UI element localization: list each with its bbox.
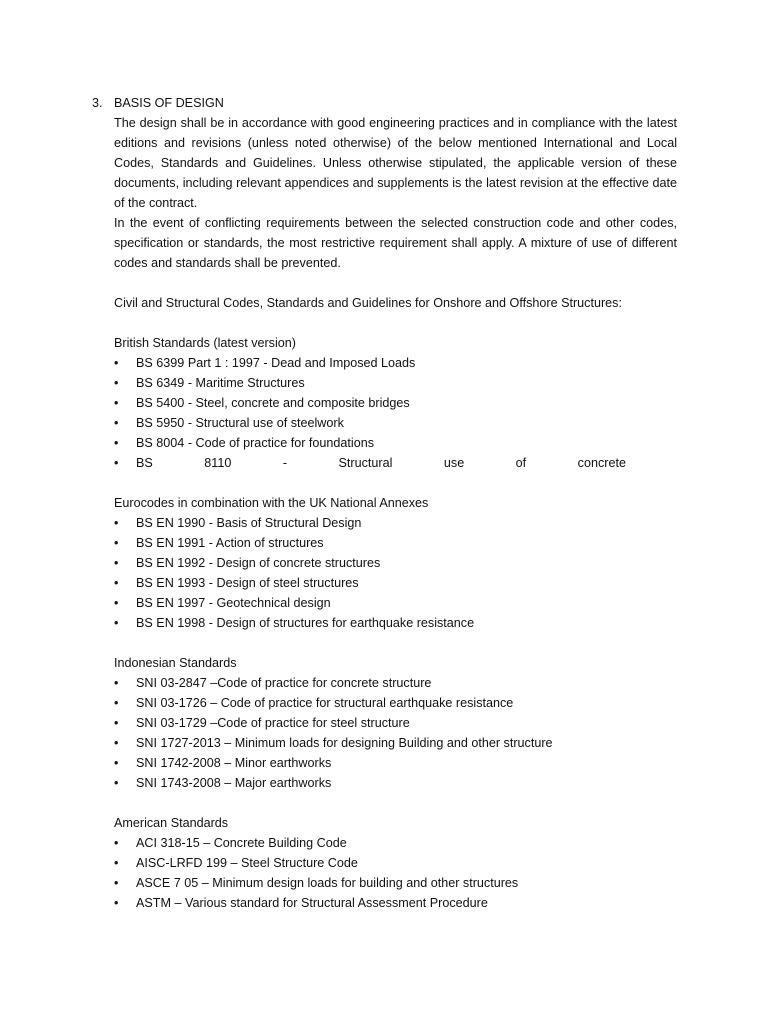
- bullet-icon: •: [114, 836, 119, 850]
- list-item: • SNI 03-1726 – Code of practice for structural earthquake resistance: [114, 693, 677, 713]
- list-item: • BS 6399 Part 1 : 1997 - Dead and Imposed Loads: [114, 353, 677, 373]
- bullet-icon: •: [114, 596, 119, 610]
- codes-intro: Civil and Structural Codes, Standards and Guidelines for Onshore and Offshore Structures:: [114, 296, 622, 310]
- american-standards-title: American Standards: [114, 816, 229, 830]
- list-item: • BS 5950 - Structural use of steelwork: [114, 413, 677, 433]
- eurocodes-list: [114, 513, 677, 633]
- section-title: BASIS OF DESIGN: [114, 96, 224, 110]
- bullet-icon: •: [114, 416, 119, 430]
- american-standards-list: [114, 833, 677, 913]
- list-item: • SNI 1743-2008 – Major earthworks: [114, 773, 677, 793]
- bullet-icon: •: [114, 676, 119, 690]
- list-item: • SNI 03-2847 –Code of practice for concrete structure: [114, 673, 677, 693]
- list-item: • BS EN 1992 - Design of concrete structures: [114, 553, 677, 573]
- bullet-icon: •: [114, 376, 119, 390]
- list-item: • SNI 1727-2013 – Minimum loads for designing Building and other structure: [114, 733, 677, 753]
- list-item: • BS 6349 - Maritime Structures: [114, 373, 677, 393]
- list-item: • BS EN 1990 - Basis of Structural Design: [114, 513, 677, 533]
- bullet-icon: •: [114, 696, 119, 710]
- bullet-icon: •: [114, 856, 119, 870]
- bullet-icon: •: [114, 616, 119, 630]
- list-item: • SNI 1742-2008 – Minor earthworks: [114, 753, 677, 773]
- bullet-icon: •: [114, 896, 119, 910]
- bullet-icon: •: [114, 536, 119, 550]
- list-item: • AISC-LRFD 199 – Steel Structure Code: [114, 853, 677, 873]
- bullet-icon: •: [114, 396, 119, 410]
- bullet-icon: •: [114, 356, 119, 370]
- british-standards-title: British Standards (latest version): [114, 336, 296, 350]
- bullet-icon: •: [114, 756, 119, 770]
- section-body: [114, 113, 677, 913]
- bullet-icon: •: [114, 736, 119, 750]
- section-heading: [92, 93, 224, 113]
- paragraph-design-compliance: The design shall be in accordance with good engineering practices and in compliance with the latest editions and revisions (unless noted otherwise) of the below mentioned International and Local Codes, Standards and Guidelines. Unless otherwise stipulated, the applicable version of these documents, including relevant appendices and supplements is the latest revision at the effective date of the contract.: [114, 116, 677, 210]
- bullet-icon: •: [114, 576, 119, 590]
- bullet-icon: •: [114, 776, 119, 790]
- list-item: • BS EN 1997 - Geotechnical design: [114, 593, 677, 613]
- bullet-icon: •: [114, 716, 119, 730]
- indonesian-standards-list: [114, 673, 677, 793]
- eurocodes-title: Eurocodes in combination with the UK National Annexes: [114, 496, 429, 510]
- list-item: • SNI 03-1729 –Code of practice for steel structure: [114, 713, 677, 733]
- list-item: • BS EN 1991 - Action of structures: [114, 533, 677, 553]
- indonesian-standards-title: Indonesian Standards: [114, 656, 237, 670]
- bullet-icon: •: [114, 456, 119, 470]
- bullet-icon: •: [114, 516, 119, 530]
- list-item-justified: [114, 453, 677, 473]
- list-item: • ASCE 7 05 – Minimum design loads for building and other structures: [114, 873, 677, 893]
- bullet-icon: •: [114, 556, 119, 570]
- list-item: • ASTM – Various standard for Structural Assessment Procedure: [114, 893, 677, 913]
- list-item: • BS 5400 - Steel, concrete and composite bridges: [114, 393, 677, 413]
- justified-line: BS 8110 - Structural use of concrete: [136, 456, 626, 470]
- bullet-icon: •: [114, 876, 119, 890]
- british-standards-list: [114, 353, 677, 473]
- list-item: • BS 8004 - Code of practice for foundations: [114, 433, 677, 453]
- list-item: • BS EN 1998 - Design of structures for earthquake resistance: [114, 613, 677, 633]
- paragraph-conflicting-requirements: In the event of conflicting requirements between the selected construction code and other codes, specification or standards, the most restrictive requirement shall apply. A mixture of use of different codes and standards shall be prevented.: [114, 216, 677, 270]
- bullet-icon: •: [114, 436, 119, 450]
- list-item: • BS EN 1993 - Design of steel structures: [114, 573, 677, 593]
- section-number: 3.: [92, 96, 103, 110]
- list-item: • ACI 318-15 – Concrete Building Code: [114, 833, 677, 853]
